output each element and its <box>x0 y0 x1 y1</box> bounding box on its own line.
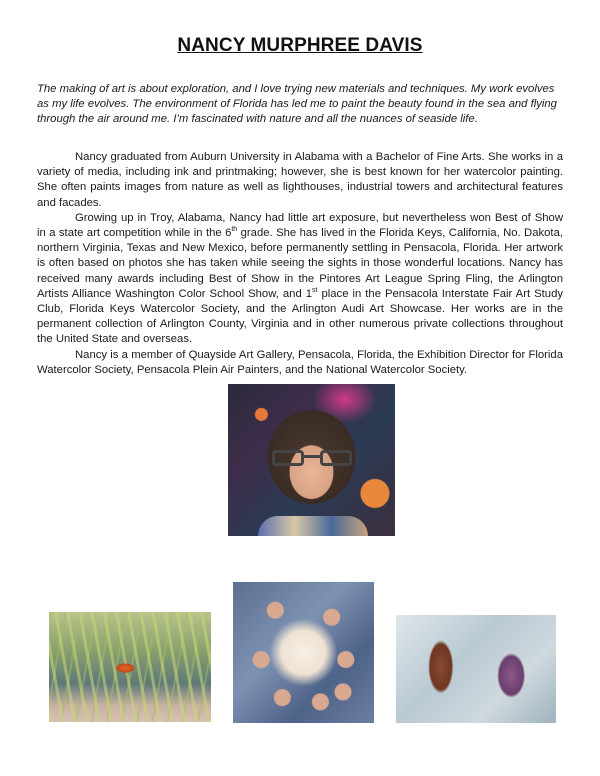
glasses-shape <box>272 450 352 468</box>
bio-text: Growing up in Troy, Alabama, Nancy had little art exposure, but nevertheless won Best of Show in a state art competition while in the 6 <box>37 211 563 240</box>
bio-text: place in the Pensacola Interstate Fair Art Study Club, Florida Keys Watercolor Society, and the Arlington Audi Art Showcase. Her works are in the permanent collection of Arlington County, Virginia and in other numerous private collections throughout the United State and overseas. <box>37 287 563 346</box>
shirt-shape <box>258 516 368 536</box>
artist-portrait-photo <box>228 384 395 536</box>
bio-paragraph-background <box>37 211 563 348</box>
artist-statement: The making of art is about exploration, and I love trying new materials and techniques. My work evolves as my life evolves. The environment of Florida has led me to paint the beauty found in the sea and flying through the air around me. I’m fascinated with nature and all the nuances of seaside life. <box>37 83 557 126</box>
bio-text: grade. She has lived in the Florida Keys, California, No. Dakota, northern Virginia, Texas and New Mexico, before permanently settling in Pensacola, Florida. Her artwork is often based on photos she has taken while seeing the sights in those wonderful locations. Nancy has received many awards including Best of Show in the Pintores Art League Spring Fling, the Arlington Artists Alliance Washington Color School Show, and 1 <box>37 227 563 300</box>
artwork-circle-of-hands <box>233 582 374 723</box>
artwork-fish-seagrass <box>49 612 211 722</box>
bio-paragraph-memberships: Nancy is a member of Quayside Art Gallery, Pensacola, Florida, the Exhibition Director for Florida Watercolor Society, Pensacola Plein Air Painters, and the National Watercolor Society. <box>37 348 563 376</box>
ordinal-suffix: th <box>231 226 238 234</box>
artwork-dachshunds <box>396 615 556 723</box>
document-title: NANCY MURPHREE DAVIS <box>177 35 423 56</box>
biography <box>37 150 563 378</box>
ordinal-suffix: st <box>312 287 318 295</box>
bio-paragraph-education: Nancy graduated from Auburn University in Alabama with a Bachelor of Fine Arts. She works in a variety of media, including ink and printmaking; however, she is best known for her watercolor painting. She often paints images from nature as well as lighthouses, industrial towers and architectural features and facades. <box>37 151 563 209</box>
